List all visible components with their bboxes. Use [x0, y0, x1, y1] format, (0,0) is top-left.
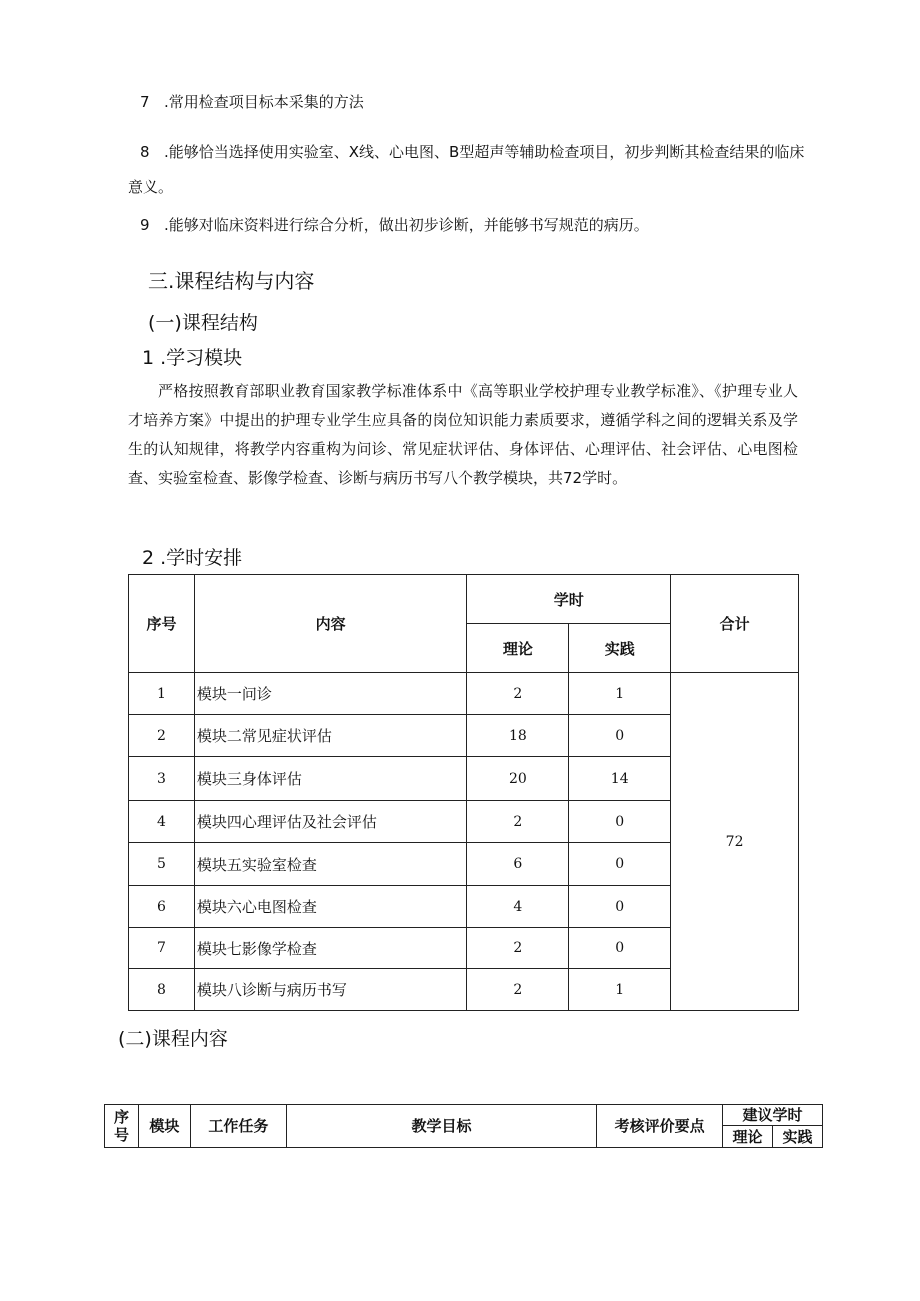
row-content: 模块六心电图检查 [194, 886, 467, 928]
objective-number: 9 [140, 216, 150, 234]
header-hours: 学时 [467, 575, 671, 624]
row-theory: 2 [467, 673, 569, 715]
objective-9 [140, 215, 649, 235]
row-practice: 0 [569, 801, 671, 843]
row-practice: 0 [569, 715, 671, 757]
objective-8 [140, 142, 804, 162]
row-index: 3 [129, 757, 195, 801]
row-practice: 0 [569, 843, 671, 886]
item-2-title: 2 .学时安排 [142, 547, 243, 569]
row-theory: 2 [467, 969, 569, 1011]
header-index [105, 1105, 139, 1148]
header-theory: 理论 [467, 624, 569, 673]
header-suggested-hours: 建议学时 [723, 1105, 823, 1126]
total-hours: 72 [671, 673, 799, 1011]
row-content: 模块七影像学检查 [194, 928, 467, 969]
row-practice: 1 [569, 969, 671, 1011]
row-practice: 14 [569, 757, 671, 801]
header-total: 合计 [671, 575, 799, 673]
row-index: 7 [129, 928, 195, 969]
header-goal: 教学目标 [286, 1105, 597, 1148]
row-content: 模块五实验室检查 [194, 843, 467, 886]
objective-8-continued: 意义。 [128, 178, 174, 196]
subsection-1-title: (一)课程结构 [148, 312, 258, 334]
item-1-paragraph: 严格按照教育部职业教育国家教学标准体系中《高等职业学校护理专业教学标准》、《护理专业人才培养方案》中提出的护理专业学生应具备的岗位知识能力素质要求，遵循学科之间的逻辑关系及学生的认知规律，将教学内容重构为问诊、常见症状评估、身体评估、心理评估、社会评估、心电图检查、实验室检查、影像学检查、诊断与病历书写八个教学模块，共72学时。 [128, 382, 798, 487]
schedule-table [128, 574, 799, 1011]
subsection-2-title: (二)课程内容 [118, 1028, 228, 1050]
header-index-bottom: 号 [113, 1126, 129, 1144]
row-content: 模块八诊断与病历书写 [194, 969, 467, 1011]
header-practice: 实践 [569, 624, 671, 673]
header-index: 序号 [129, 575, 195, 673]
header-index-top: 序 [113, 1108, 129, 1126]
objective-text: .能够对临床资料进行综合分析，做出初步诊断，并能够书写规范的病历。 [164, 216, 649, 234]
header-module: 模块 [138, 1105, 190, 1148]
row-index: 2 [129, 715, 195, 757]
header-assessment: 考核评价要点 [597, 1105, 723, 1148]
objective-text: .常用检查项目标本采集的方法 [164, 93, 364, 111]
course-content-table [104, 1104, 823, 1148]
row-index: 5 [129, 843, 195, 886]
row-content: 模块二常见症状评估 [194, 715, 467, 757]
row-index: 6 [129, 886, 195, 928]
row-theory: 20 [467, 757, 569, 801]
row-theory: 2 [467, 801, 569, 843]
objective-7 [140, 92, 364, 112]
row-content: 模块四心理评估及社会评估 [194, 801, 467, 843]
header-task: 工作任务 [190, 1105, 286, 1148]
row-theory: 4 [467, 886, 569, 928]
header-theory: 理论 [723, 1126, 773, 1148]
row-index: 4 [129, 801, 195, 843]
table-row [129, 673, 799, 715]
row-theory: 2 [467, 928, 569, 969]
section-3-title: 三.课程结构与内容 [148, 269, 315, 293]
row-theory: 18 [467, 715, 569, 757]
row-content: 模块三身体评估 [194, 757, 467, 801]
row-practice: 1 [569, 673, 671, 715]
objective-number: 8 [140, 143, 150, 161]
row-theory: 6 [467, 843, 569, 886]
objective-text: .能够恰当选择使用实验室、X线、心电图、B型超声等辅助检查项目，初步判断其检查结果的临床 [164, 143, 805, 161]
row-content: 模块一问诊 [194, 673, 467, 715]
row-index: 1 [129, 673, 195, 715]
row-practice: 0 [569, 886, 671, 928]
item-1-title: 1 .学习模块 [142, 347, 243, 369]
row-index: 8 [129, 969, 195, 1011]
header-content: 内容 [194, 575, 467, 673]
row-practice: 0 [569, 928, 671, 969]
objective-number: 7 [140, 93, 150, 111]
header-practice: 实践 [773, 1126, 823, 1148]
